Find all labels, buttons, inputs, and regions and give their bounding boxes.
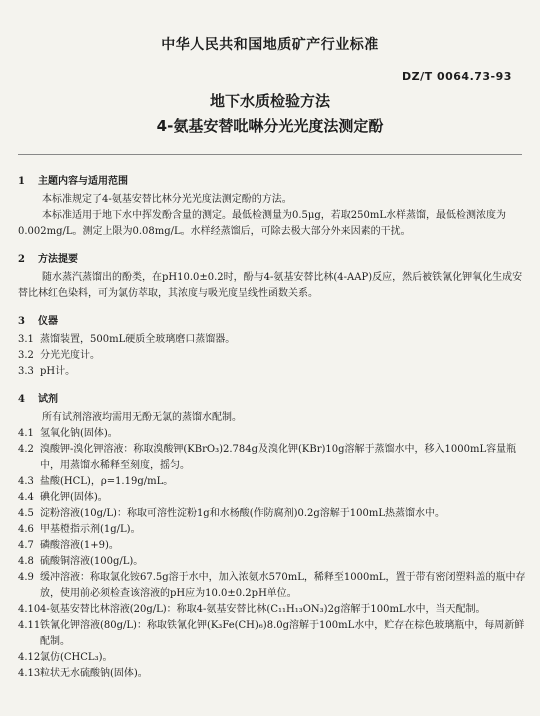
section-1-paragraph-1: 本标准规定了4-氨基安替比林分光光度法测定酚的方法。 xyxy=(42,194,292,205)
list-item: 3.3 pH计。 xyxy=(18,366,76,377)
standard-category-title: 中华人民共和国地质矿产行业标准 xyxy=(161,37,379,53)
section-4-heading: 4 试剂 xyxy=(18,394,58,405)
list-item: 4.4 碘化钾(固体)。 xyxy=(18,492,108,503)
list-item: 4.12 氯仿(CHCL₃)。 xyxy=(18,652,113,663)
list-item: 4.11 铁氰化钾溶液(80g/L)：称取铁氰化钾(K₃Fe(CH)₆)8.0g溶解于100mL水中，贮存在棕色玻璃瓶中，每周新鲜配制。 xyxy=(18,620,525,647)
document-title-line-1: 地下水质检验方法 xyxy=(209,92,330,110)
standard-number: DZ/T 0064.73-93 xyxy=(402,70,512,83)
section-1-heading: 1 主题内容与适用范围 xyxy=(18,176,128,187)
document-title-line-2: 4-氨基安替吡啉分光光度法测定酚 xyxy=(156,117,384,135)
list-item: 4.9 缓冲溶液：称取氯化铵67.5g溶于水中，加入浓氨水570mL，稀释至1000mL，置于带有密闭塑料盖的瓶中存放，使用前必须检查该溶液的pH应为10.0±0.2pH单位。 xyxy=(18,572,526,599)
list-item: 4.1 氢氧化钠(固体)。 xyxy=(18,428,118,439)
document-body xyxy=(18,168,526,682)
section-2-heading: 2 方法提要 xyxy=(18,254,78,265)
list-item: 4.6 甲基橙指示剂(1g/L)。 xyxy=(18,524,141,535)
section-4-intro: 所有试剂溶液均需用无酚无氯的蒸馏水配制。 xyxy=(42,412,242,423)
list-item: 3.2 分光光度计。 xyxy=(18,350,100,361)
list-item: 4.5 淀粉溶液(10g/L)：称取可溶性淀粉1g和水杨酸(作防腐剂)0.2g溶解于100mL热蒸馏水中。 xyxy=(18,508,446,519)
list-item: 4.7 磷酸溶液(1+9)。 xyxy=(18,540,119,551)
list-item: 4.8 硫酸铜溶液(100g/L)。 xyxy=(18,556,144,567)
list-item: 4.2 溴酸钾-溴化钾溶液：称取溴酸钾(KBrO₃)2.784g及溴化钾(KBr)10g溶解于蒸馏水中，移入1000mL容量瓶中，用蒸馏水稀释至刻度，摇匀。 xyxy=(18,444,517,471)
header-divider xyxy=(18,154,522,155)
list-item: 3.1 蒸馏装置，500mL硬质全玻璃磨口蒸馏器。 xyxy=(18,334,236,345)
section-2-paragraph-1: 随水蒸汽蒸馏出的酚类，在pH10.0±0.2时，酚与4-氨基安替比林(4-AAP)反应，然后被铁氰化钾氧化生成安替比林红色染料，可为氯仿萃取，其浓度与吸光度呈线性函数关系。 xyxy=(18,272,523,299)
list-item: 4.10 4-氨基安替比林溶液(20g/L)：称取4-氨基安替比林(C₁₁H₁₃ON₃)2g溶解于100mL水中，当天配制。 xyxy=(18,604,486,615)
list-item: 4.3 盐酸(HCL)，ρ=1.19g/mL。 xyxy=(18,476,174,487)
section-1-paragraph-2: 本标准适用于地下水中挥发酚含量的测定。最低检测量为0.5μg，若取250mL水样蒸馏，最低检测浓度为0.002mg/L。测定上限为0.08mg/L。水样经蒸馏后，可除去极大部分外来因素的干扰。 xyxy=(18,210,507,237)
section-3-heading: 3 仪器 xyxy=(18,316,58,327)
list-item: 4.13 粒状无水硫酸钠(固体)。 xyxy=(18,668,148,679)
